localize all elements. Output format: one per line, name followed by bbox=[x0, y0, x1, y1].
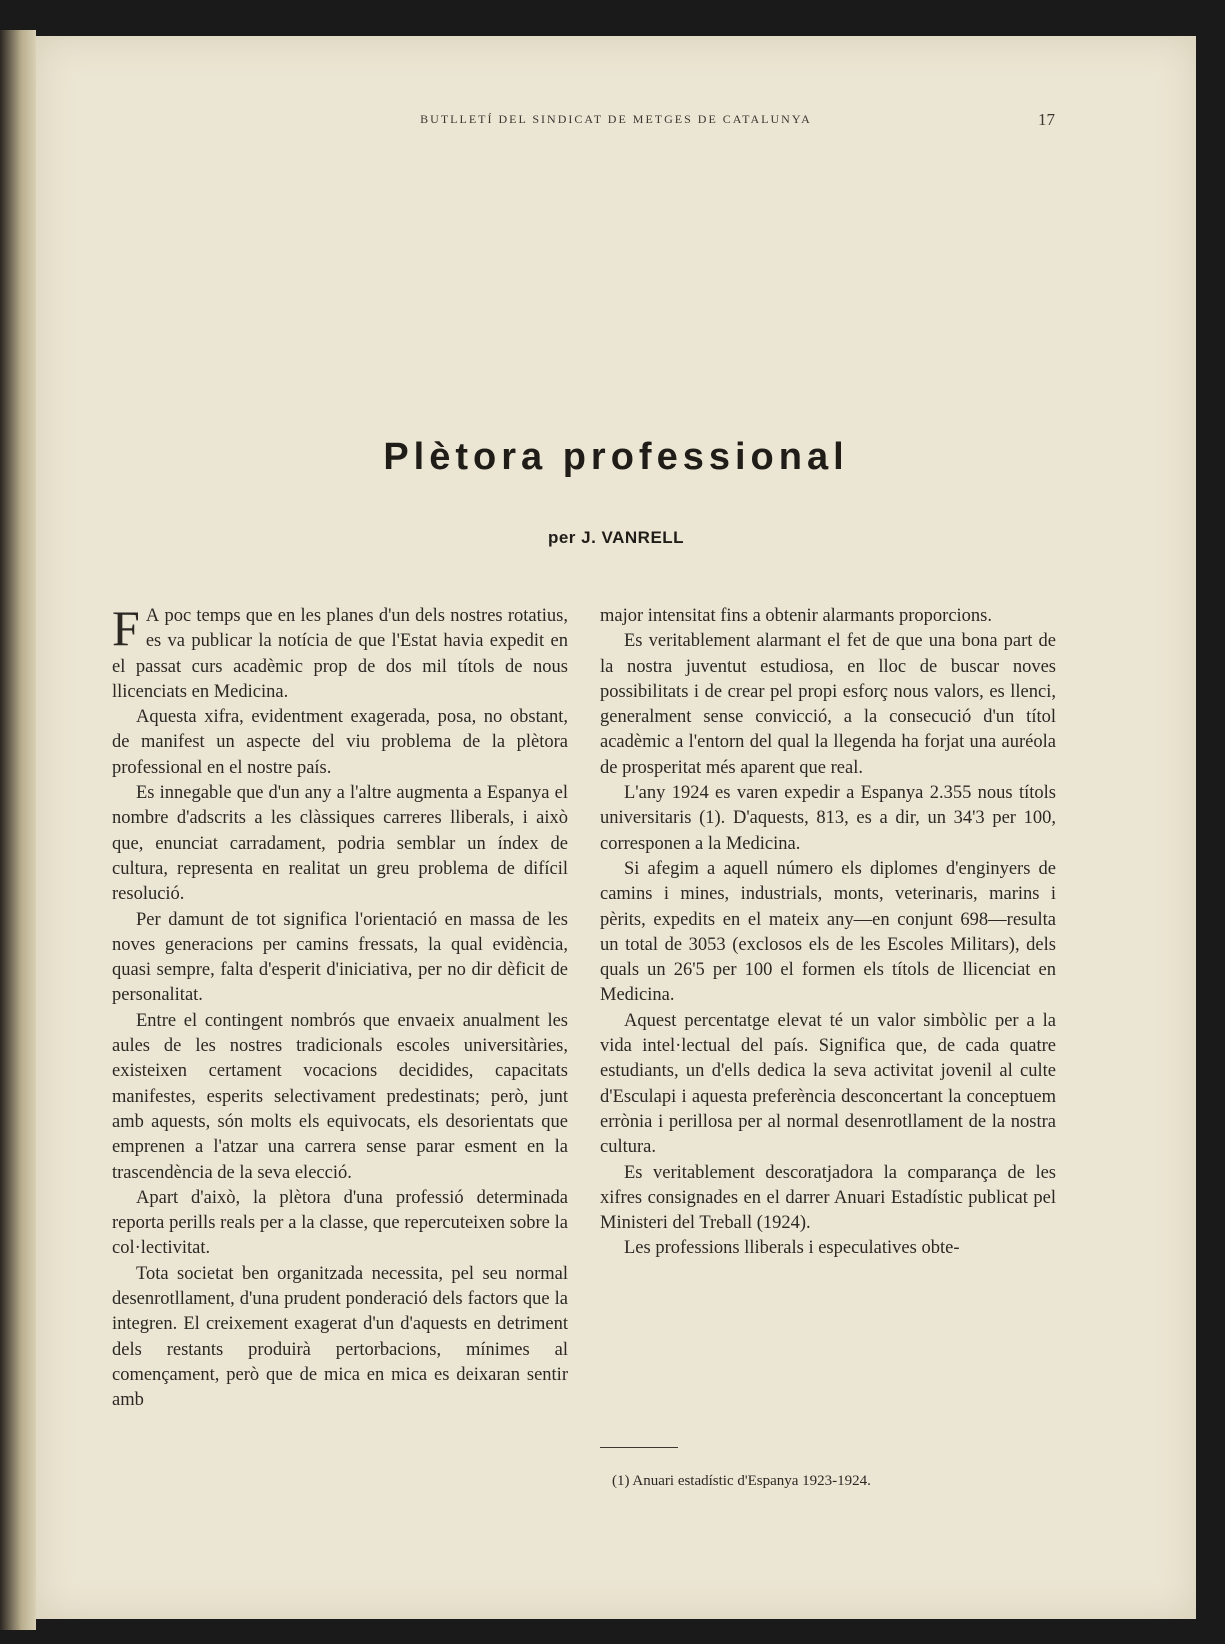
paragraph: L'any 1924 es varen expedir a Espanya 2.355 nous títols universitaris (1). D'aquests, 813, es a dir, un 34'3 per 100, corresponen a la Medicina. bbox=[600, 783, 1056, 854]
paragraph: Tota societat ben organitzada necessita, pel seu normal desenrotllament, d'una prudent ponderació dels factors que la integren. El creixement exagerat d'un d'aquests en detriment dels restants produirà pertorbacions, mínimes al començament, però que de mica en mica es deixaran sentir amb bbox=[112, 1263, 568, 1411]
paragraph: Es veritablement alarmant el fet de que una bona part de la nostra juventut estudiosa, en lloc de buscar noves possibilitats i de crear pel propi esforç nous valors, es llenci, generalment sense convicció, a la consecució d'un títol acadèmic a l'entorn del qual la llegenda ha forjat una auréola de prosperitat més aparent que real. bbox=[600, 631, 1056, 778]
right-column bbox=[600, 604, 1056, 1262]
article-title: Plètora professional bbox=[383, 436, 849, 478]
running-head: BUTLLETÍ DEL SINDICAT DE METGES DE CATALUNYA bbox=[420, 112, 812, 126]
paragraph: major intensitat fins a obtenir alarmants proporcions. bbox=[600, 606, 992, 626]
paragraph: Es veritablement descoratjadora la comparança de les xifres consignades en el darrer Anuari Estadístic publicat pel Ministeri del Treball (1924). bbox=[600, 1162, 1056, 1234]
journal-page bbox=[36, 36, 1196, 1619]
paragraph: Entre el contingent nombrós que envaeix anualment les aules de les nostres tradicionals escoles universitàries, existeixen certament vocacions decidides, capacitats manifestes, esperits selectivament predestinats; però, junt amb aquests, són molts els equivocats, els desorientats que emprenen a l'atzar una carrera sense parar esment en la trascendència de la seva elecció. bbox=[112, 1010, 568, 1183]
paragraph bbox=[112, 600, 568, 705]
left-column bbox=[112, 600, 568, 1414]
paragraph: Aquesta xifra, evidentment exagerada, posa, no obstant, de manifest un aspecte del viu problema de la plètora professional en el nostre país. bbox=[112, 707, 568, 778]
article-byline: per J. VANRELL bbox=[547, 528, 685, 547]
footnote: (1) Anuari estadístic d'Espanya 1923-1924. bbox=[612, 1473, 871, 1489]
first-word-rest: A bbox=[145, 606, 160, 626]
paragraph: Les professions lliberals i especulatives obte- bbox=[624, 1238, 960, 1259]
paragraph-text: poc temps que en les planes d'un dels nostres rotatius, es va publicar la notícia de que l'Estat havia expedit en el passat curs acadèmic prop de dos mil títols de nous llicenciats en Medicina. bbox=[112, 606, 568, 702]
paragraph: Si afegim a aquell número els diplomes d'enginyers de camins i mines, industrials, monts, veterinaris, marins i pèrits, expedits en el mateix any—en conjunt 698—resulta un total de 3053 (exclosos els de les Escoles Militars), dels quals un 26'5 per 100 el formen els títols de llicenciat en Medicina. bbox=[600, 858, 1056, 1006]
page-number: 17 bbox=[1038, 110, 1055, 129]
page-binding-edge bbox=[0, 30, 36, 1630]
paragraph: Apart d'això, la plètora d'una professió determinada reporta perills reals per a la classe, que repercuteixen sobre la col·lectivitat. bbox=[112, 1187, 568, 1259]
drop-cap: F bbox=[112, 600, 140, 656]
paragraph: Es innegable que d'un any a l'altre augmenta a Espanya el nombre d'adscrits a les clàssiques carreres lliberals, i això que, enunciat carradament, podria semblar un índex de cultura, representa en realitat un greu problema de difícil resolució. bbox=[112, 783, 568, 905]
paragraph: Per damunt de tot significa l'orientació en massa de les noves generacions per camins fressats, la qual evidència, quasi sempre, falta d'esperit d'iniciativa, per no dir dèficit de personalitat. bbox=[112, 909, 568, 1006]
footnote-rule bbox=[600, 1447, 678, 1448]
paragraph: Aquest percentatge elevat té un valor simbòlic per a la vida intel·lectual del país. Significa que, de cada quatre estudiants, un d'ells dedica la seva activitat jovenil al culte d'Esculapi i aquesta preferència desconcertant la conceptuem errònia i perillosa per al normal desenrotllament de la nostra cultura. bbox=[600, 1010, 1056, 1158]
